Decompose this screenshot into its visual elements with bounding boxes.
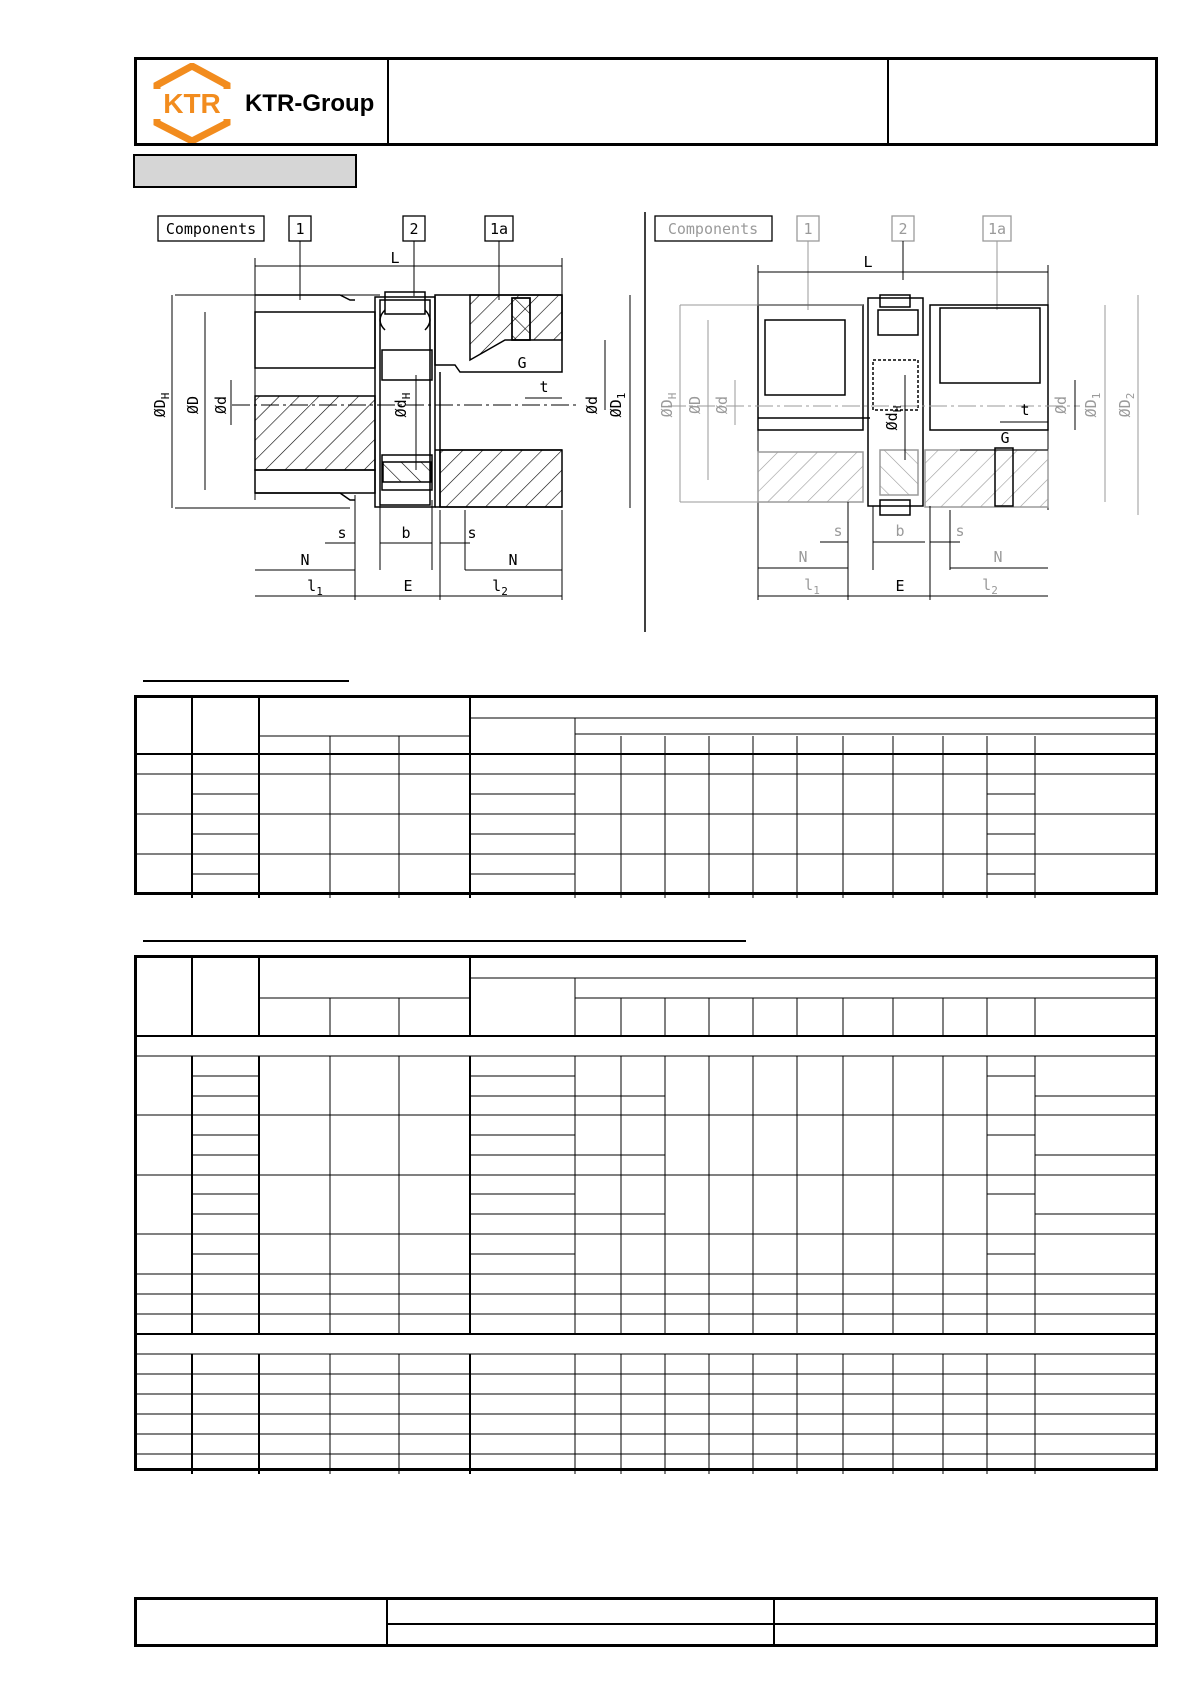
- logo-cell: [137, 60, 389, 143]
- dim-E: E: [403, 577, 413, 595]
- dim-dH-right: $Ød_H$: [883, 405, 904, 431]
- dim-G-right: G: [1000, 429, 1010, 447]
- callout-1a: 1a: [489, 220, 509, 238]
- table-1-grid: [137, 698, 1161, 898]
- dim-D2-right: $ØD_2$: [1116, 392, 1137, 418]
- dim-N-right: N: [508, 551, 518, 569]
- drawing-left: [151, 216, 630, 600]
- svg-text:KTR: KTR: [163, 88, 221, 119]
- callout-1-right: 1: [803, 220, 813, 238]
- dim-l2: $l_2$: [492, 577, 508, 598]
- dim-DH-right: $ØD_H$: [658, 392, 679, 418]
- dim-D1: $ØD_1$: [607, 392, 628, 418]
- dim-s-left-right: s: [833, 522, 843, 540]
- dim-l1: $l_1$: [307, 577, 323, 598]
- dim-E-right: E: [895, 577, 905, 595]
- callout-1a-right: 1a: [987, 220, 1007, 238]
- components-label: Components: [165, 220, 257, 238]
- callout-2-right: 2: [898, 220, 908, 238]
- technical-drawings: [0, 200, 1192, 640]
- callout-1: 1: [295, 220, 305, 238]
- components-label-right: Components: [667, 220, 759, 238]
- dim-d: Ød: [212, 395, 230, 415]
- dim-b-right: b: [895, 522, 905, 540]
- header-divider: [887, 60, 892, 143]
- dim-N-left: N: [300, 551, 310, 569]
- dim-L: L: [390, 249, 400, 267]
- company-name: KTR-Group: [245, 90, 375, 117]
- section-label-box: [133, 154, 357, 188]
- dim-b: b: [401, 524, 411, 542]
- dim-N-right-right: N: [993, 548, 1003, 566]
- title-block-header: [134, 57, 1158, 146]
- dim-G: G: [517, 354, 527, 372]
- dim-D: ØD: [184, 395, 202, 415]
- dim-l1-right: $l_1$: [804, 576, 820, 597]
- dim-D-right: ØD: [686, 395, 704, 415]
- dim-s-left: s: [337, 524, 347, 542]
- dim-DH: $ØD_H$: [151, 392, 172, 418]
- dim-t: t: [539, 378, 549, 396]
- dim-d-right: Ød: [583, 395, 601, 415]
- title-block-footer: [134, 1597, 1158, 1647]
- footer-grid: [137, 1600, 1155, 1644]
- dimension-table-1: [134, 695, 1158, 895]
- drawing-right: [655, 216, 1138, 600]
- section-2-underline: [143, 940, 746, 942]
- dim-N-left-right: N: [798, 548, 808, 566]
- ktr-logo-icon: [149, 63, 235, 143]
- table-2-grid: [137, 958, 1161, 1474]
- dim-d-right-hub: Ød: [713, 395, 731, 415]
- section-1-underline: [143, 680, 349, 682]
- dim-D1-right: $ØD_1$: [1082, 392, 1103, 418]
- dim-t-right: t: [1020, 401, 1030, 419]
- callout-2: 2: [409, 220, 419, 238]
- dim-s-right-right: s: [955, 522, 965, 540]
- dim-s-right: s: [467, 524, 477, 542]
- dim-d2-right: Ød: [1052, 395, 1070, 415]
- dim-dH: $Ød_H$: [392, 392, 413, 418]
- dim-L-right: L: [863, 253, 873, 271]
- dimension-table-2: [134, 955, 1158, 1471]
- dim-l2-right: $l_2$: [982, 576, 998, 597]
